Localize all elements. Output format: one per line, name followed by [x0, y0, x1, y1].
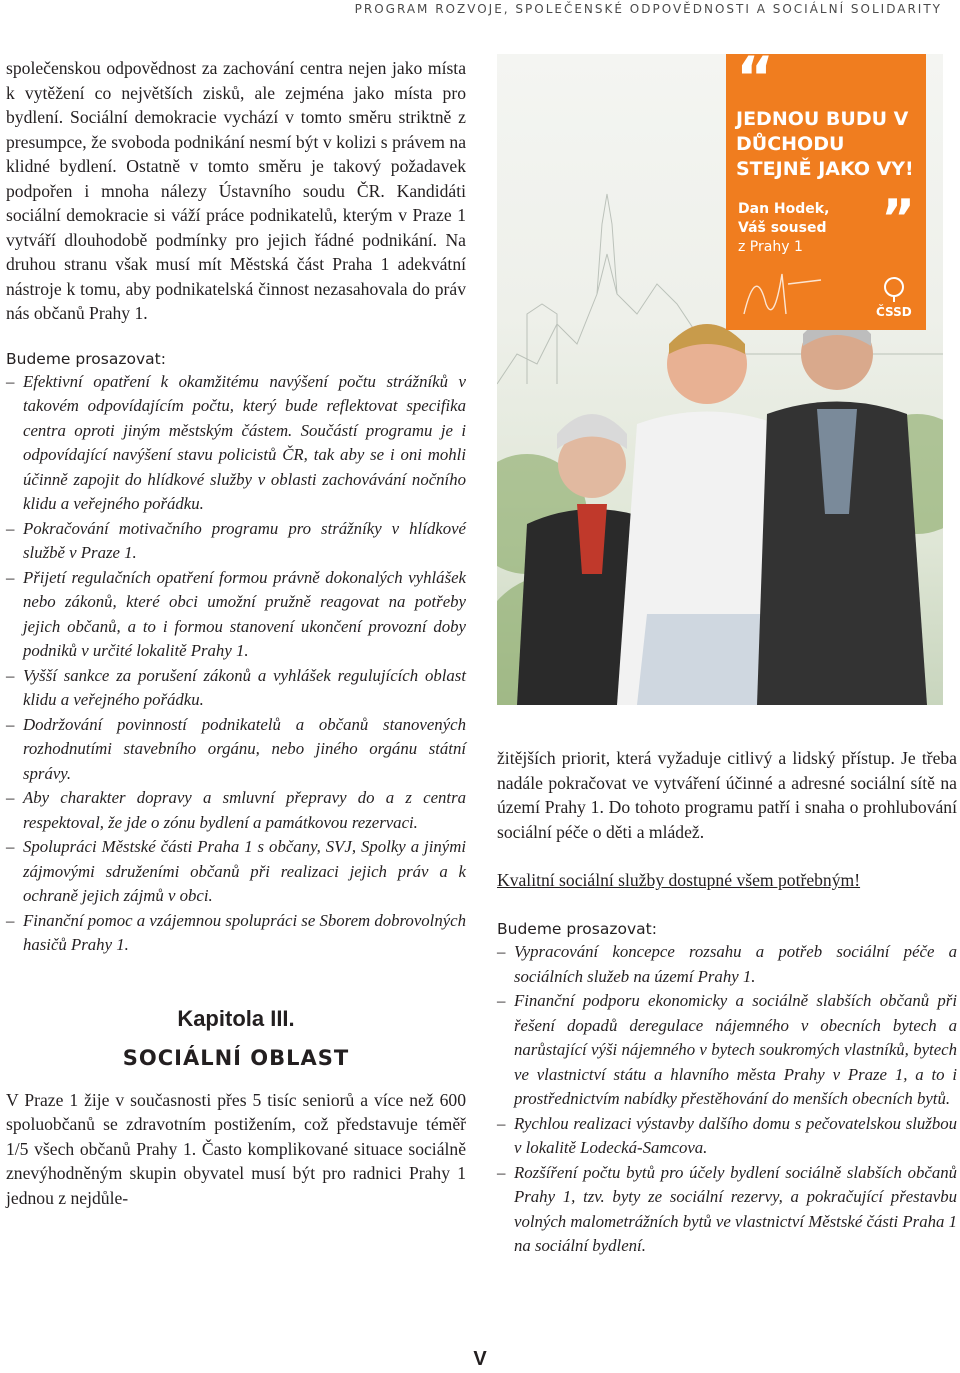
list-item: – Spolupráci Městské části Praha 1 s občany, SVJ, Spolky a jinými zájmovými sdruženími občanů při realizaci jejich práv a k ochraně jejich zájmů v obci. [6, 835, 466, 909]
section-title: SOCIÁLNÍ OBLAST [122, 1045, 350, 1070]
left-list [6, 370, 466, 958]
list-item: – Vypracování koncepce rozsahu a potřeb sociální péče a sociálních služeb na území Prahy 1. [497, 940, 957, 989]
party-logo [876, 276, 912, 319]
right-list-heading: Budeme prosazovat: [497, 920, 657, 938]
signer-name: Dan Hodek, [738, 201, 830, 217]
right-list [497, 940, 957, 1259]
right-column [497, 746, 957, 1259]
chapter-heading [6, 1006, 466, 1070]
chapter-label: Kapitola III. [177, 1005, 295, 1031]
left-list-heading: Budeme prosazovat: [6, 349, 166, 368]
list-item: – Pokračování motivačního programu pro strážníky v hlídkové službě v Praze 1. [6, 517, 466, 566]
list-item: – Dodržování povinností podnikatelů a občanů stanovených rozhodnutími stavebního orgánu, nebo jiného orgánu státní správy. [6, 713, 466, 787]
list-item: – Finanční podporu ekonomicky a sociálně slabších občanů při řešení dopadů deregulace nájemného v obecních bytech a narůstající výši nájemného v bytech soukromých vlastníků, bytech ve vlastnictví státu a hlavního města Prahy v Praze 1, a to i prostřednictvím nabídky přestěhování do menších obecních bytů. [497, 989, 957, 1112]
quote-text: JEDNOU BUDU V DŮCHODU STEJNĚ JAKO VY! [736, 108, 914, 180]
list-item: – Aby charakter dopravy a smluvní přepravy do a z centra respektoval, že jde o zónu bydlení a památkovou rezervaci. [6, 786, 466, 835]
list-item: – Vyšší sankce za porušení zákonů a vyhlášek regulujících oblast klidu a veřejného pořádku. [6, 664, 466, 713]
header-text: PROGRAM ROZVOJE, SPOLEČENSKÉ ODPOVĚDNOSTI A SOCIÁLNÍ SOLIDARITY [354, 2, 942, 16]
signer-role: Váš soused [738, 220, 827, 236]
list-item: – Přijetí regulačních opatření formou právně dokonalých vyhlášek nebo zákonů, které obci umožní pružně reagovat na potřeby jejich občanů, a to i formou stanovení ukončení provozní doby podniků v určité lokalitě Prahy 1. [6, 566, 466, 664]
quote-open-mark: “ [736, 54, 775, 112]
person-right-man [757, 317, 927, 706]
page-number: V [473, 1348, 487, 1370]
list-item: – Rozšíření počtu bytů pro účely bydlení sociálně slabších občanů Prahy 1, tzv. byty ze sociální rezervy, a pokračující přestavbu volných malometrážních bytů ve vlastnictví Městské části Praha 1 na sociální bydlení. [497, 1161, 957, 1259]
intro-paragraph: společenskou odpovědnost za zachování centra nejen jako místa k vytěžení co největších zisků, ale zejména jako místa pro bydlení. Sociální demokracie vychází v tomto směru striktně z presumpce, že svoboda podnikání nesmí být v kolizi s právem na klidné bydlení. Ostatně v tomto směru je takový požadavek podpořen i mnoha nálezy Ústavního soudu ČR. Kandidáti sociální demokracie si váží práce podnikatelů, kterým v Praze 1 vytváří dlouhodobě podmínky pro jejich řádné podnikání. Na druhou stranu však musí mít Městská část Praha 1 adekvátní nástroje k tomu, aby podnikatelská činnost nezasahovala do práv nás občanů Prahy 1. [6, 58, 466, 323]
logo-text: ČSSD [876, 305, 912, 319]
quote-close-mark: ” [881, 189, 916, 249]
left-column [6, 56, 466, 1210]
candidate-photo [497, 54, 943, 705]
running-header [0, 0, 960, 22]
list-item: – Rychlou realizaci výstavby dalšího domu s pečovatelskou službou v lokalitě Lodecká-Samcova. [497, 1112, 957, 1161]
rose-icon [880, 276, 908, 302]
list-item: – Finanční pomoc a vzájemnou spolupráci se Sborem dobrovolných hasičů Prahy 1. [6, 909, 466, 958]
list-item: – Efektivní opatření k okamžitému navýšení počtu strážníků v takovém odpovídajícím počtu, který bude reflektovat specifika centra oproti jiným městským částem. Součástí programu je i odpovídající navýšení stavu policistů ČR, tak aby se i oni mohli účinně zapojit do hlídkové služby v oblasti zachovávání nočního klidu a veřejného pořádku. [6, 370, 466, 517]
services-link[interactable]: Kvalitní sociální služby dostupné všem potřebným! [497, 870, 861, 890]
right-intro-paragraph: žitějších priorit, která vyžaduje citlivý a lidský přístup. Je třeba nadále pokračovat ve vytváření účinné a adresné sociální sítě na území Prahy 1. Do tohoto programu patří i snaha o prohlubování sociální péče o děti a mládež. [497, 748, 957, 842]
signer-place: z Prahy 1 [738, 239, 803, 255]
social-intro-paragraph: V Praze 1 žije v současnosti přes 5 tisíc seniorů a více než 600 spoluobčanů se zdravotním postižením, což představuje téměř 1/5 všech občanů Prahy 1. Často komplikované situace sociálně znevýhodněným skupin obyvatel musí být pro radnici Prahy 1 jednou z nejdůle- [6, 1089, 466, 1208]
quote-box [726, 54, 926, 330]
